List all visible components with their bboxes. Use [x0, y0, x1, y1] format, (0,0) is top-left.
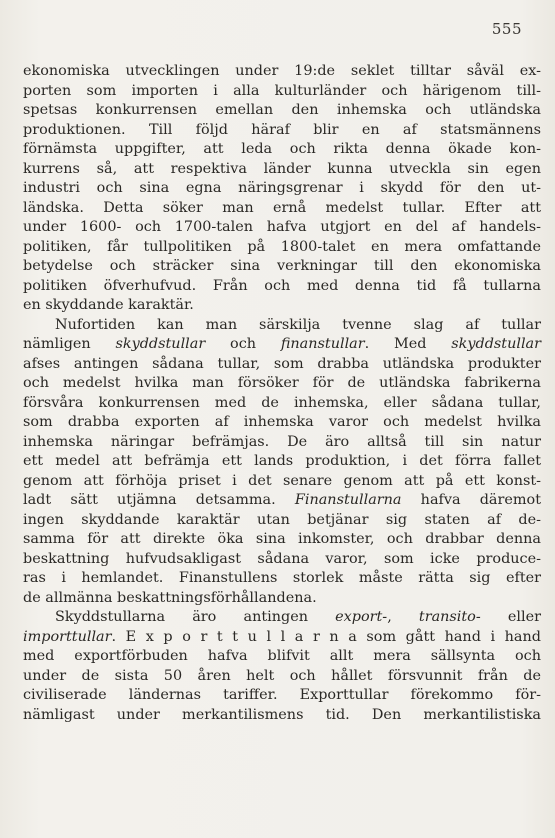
italic-term: importtullar	[23, 628, 112, 645]
text-line	[23, 647, 541, 667]
text-line	[23, 667, 541, 687]
text-line	[23, 277, 541, 297]
text-segment: beskattning hufvudsakligast sådana varor, som icke produce-	[23, 550, 541, 567]
text-line	[23, 179, 541, 199]
text-line	[23, 452, 541, 472]
text-line	[23, 394, 541, 414]
text-line	[23, 608, 541, 628]
text-line	[23, 101, 541, 121]
text-segment: industri och sina egna näringsgrenar i skydd för den ut-	[23, 180, 541, 196]
text-segment: kurrens så, att respektiva länder kunna utveckla sin egen	[23, 160, 541, 177]
text-segment: och	[205, 336, 281, 352]
text-line	[23, 706, 541, 726]
text-segment: under de sista 50 åren helt och hållet försvunnit från de	[23, 667, 541, 684]
text-line	[23, 550, 541, 570]
text-segment: afses antingen sådana tullar, som drabba utländska produkter	[23, 355, 541, 372]
text-line	[23, 238, 541, 258]
italic-term: finanstullar	[280, 336, 365, 352]
text-segment: ,	[387, 609, 419, 625]
text-segment: samma för att direkte öka sina inkomster, och drabbar denna	[23, 531, 541, 547]
text-line	[23, 433, 541, 453]
text-segment: nämligen	[23, 336, 116, 352]
text-segment: förnämsta uppgifter, att leda och rikta denna ökade kon-	[23, 141, 541, 157]
text-segment: med exportförbuden hafva blifvit allt mera sällsynta och	[23, 648, 541, 664]
text-line	[23, 472, 541, 492]
text-segment: ländska. Detta söker man ernå medelst tullar. Efter att	[23, 199, 541, 216]
text-segment: under 1600- och 1700-talen hafva utgjort en del af handels-	[23, 219, 541, 235]
text-line	[23, 413, 541, 433]
text-segment: Nufortiden kan man särskilja tvenne slag af tullar	[55, 316, 541, 333]
text-segment: och medelst hvilka man försöker för de utländska fabrikerna	[23, 375, 541, 391]
text-segment: civiliserade ländernas tariffer. Exporttullar förekommo för-	[23, 687, 541, 703]
text-segment: Skyddstullarna äro antingen	[55, 609, 336, 625]
text-line	[23, 257, 541, 277]
text-line	[23, 686, 541, 706]
text-segment: produktionen. Till följd häraf blir en af statsmännens	[23, 121, 541, 138]
text-line	[23, 160, 541, 180]
text-line	[23, 62, 541, 82]
text-segment: ekonomiska utvecklingen under 19:de seklet tilltar såväl ex-	[23, 63, 541, 79]
text-line	[23, 511, 541, 531]
italic-term: Finanstullarna	[294, 492, 402, 508]
text-segment: försvåra konkurrensen med de inhemska, eller sådana tullar,	[23, 394, 541, 411]
text-segment: de allmänna beskattningsförhållandena.	[23, 589, 317, 606]
text-segment: genom att förhöja priset i det senare genom att på ett konst-	[23, 472, 541, 489]
text-segment: en skyddande karaktär.	[23, 297, 194, 313]
text-line	[23, 140, 541, 160]
text-segment: . Med	[364, 336, 452, 352]
text-line	[23, 374, 541, 394]
text-line	[23, 569, 541, 589]
text-segment: som drabba exporten af inhemska varor och medelst hvilka	[23, 414, 541, 430]
text-segment: ladt sätt utjämna detsamma.	[23, 492, 295, 508]
text-line	[23, 121, 541, 141]
text-segment: . E x p o r t t u l l a r n a som gått hand i hand	[111, 628, 541, 645]
italic-term: transito-	[418, 609, 481, 625]
text-line	[23, 355, 541, 375]
italic-term: skyddstullar	[451, 336, 542, 352]
text-line	[23, 628, 541, 648]
italic-term: skyddstullar	[115, 336, 206, 352]
body-text	[23, 62, 541, 725]
text-line	[23, 530, 541, 550]
text-segment: hafva däremot	[401, 492, 541, 508]
text-line	[23, 199, 541, 219]
text-line	[23, 82, 541, 102]
text-segment: porten som importen i alla kulturländer och härigenom till-	[23, 82, 541, 99]
page-number: 555	[491, 20, 522, 38]
italic-term: export-	[335, 609, 388, 625]
text-segment: ingen skyddande karaktär utan betjänar sig staten af de-	[23, 511, 541, 528]
text-line	[23, 218, 541, 238]
text-segment: nämligast under merkantilismens tid. Den merkantilistiska	[23, 706, 541, 723]
text-line	[23, 316, 541, 336]
text-line	[23, 589, 541, 609]
text-line	[23, 491, 541, 511]
text-segment: ras i hemlandet. Finanstullens storlek måste rätta sig efter	[23, 570, 541, 586]
text-segment: betydelse och sträcker sina verkningar till den ekonomiska	[23, 258, 541, 274]
text-segment: spetsas konkurrensen emellan den inhemska och utländska	[23, 102, 541, 118]
text-segment: ett medel att befrämja ett lands produktion, i det förra fallet	[23, 453, 541, 469]
text-line	[23, 335, 541, 355]
text-segment: politiken, får tullpolitiken på 1800-talet en mera omfattande	[23, 238, 541, 255]
text-segment: politiken öfverhufvud. Från och med denna tid få tullarna	[23, 277, 541, 294]
text-segment: inhemska näringar befrämjas. De äro alltså till sin natur	[23, 433, 541, 450]
text-line	[23, 296, 541, 316]
text-segment: eller	[480, 609, 541, 625]
